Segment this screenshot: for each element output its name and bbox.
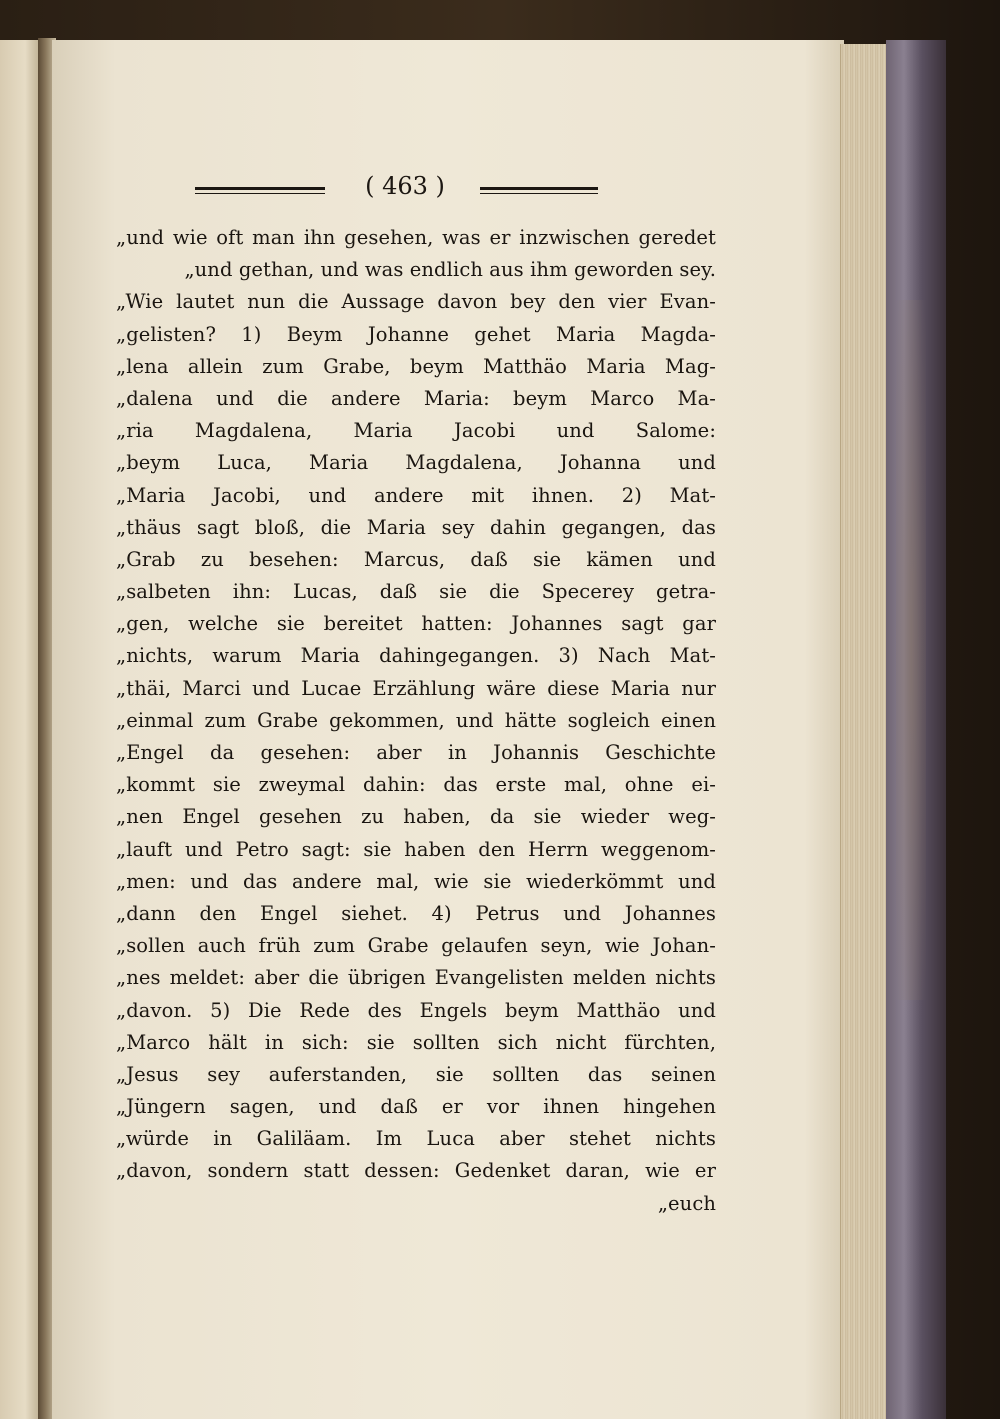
text-line: „lena allein zum Grabe, beym Matthäo Maria Mag- [116,354,716,378]
page-number: ( 463 ) [365,172,445,200]
text-line: „Grab zu besehen: Marcus, daß sie kämen und [116,547,716,571]
page-header [195,170,605,206]
text-line: „kommt sie zweymal dahin: das erste mal, ohne ei- [116,773,716,797]
text-line: „Jüngern sagen, und daß er vor ihnen hingehen [116,1095,716,1119]
text-line: „davon. 5) Die Rede des Engels beym Matthäo und [116,998,716,1022]
text-line: „nen Engel gesehen zu haben, da sie wieder weg- [116,805,716,829]
header-rule-right [480,187,598,190]
text-line: „men: und das andere mal, wie sie wiederkömmt und [116,869,716,893]
text-line: „Marco hält in sich: sie sollten sich nicht fürchten, [116,1030,716,1054]
text-line: „nichts, warum Maria dahingegangen. 3) Nach Mat- [116,644,716,668]
text-line: „gelisten? 1) Beym Johanne gehet Maria Magda- [116,322,716,346]
text-line: „einmal zum Grabe gekommen, und hätte sogleich einen [116,708,716,732]
page-edges [840,44,889,1419]
text-line: „Maria Jacobi, und andere mit ihnen. 2) Mat- [116,483,716,507]
catchword: „euch [657,1191,716,1215]
body-text [116,222,716,1220]
text-line: „lauft und Petro sagt: sie haben den Herrn weggenom- [116,837,716,861]
text-line: „ria Magdalena, Maria Jacobi und Salome: [116,419,716,443]
text-line: „würde in Galiläam. Im Luca aber stehet nichts [116,1127,716,1151]
text-line: „salbeten ihn: Lucas, daß sie die Specerey getra- [116,580,716,604]
cover-stain [896,300,926,1000]
text-line: „thäus sagt bloß, die Maria sey dahin gegangen, das [116,515,716,539]
text-line: „beym Luca, Maria Magdalena, Johanna und [116,451,716,475]
left-page-edge [0,40,42,1419]
text-line: „Engel da gesehen: aber in Johannis Geschichte [116,741,716,764]
text-line: „und wie oft man ihn gesehen, was er inzwischen geredet [116,226,716,249]
header-rule-left [195,187,325,190]
text-line: „und gethan, und was endlich aus ihm geworden sey. [184,258,716,282]
text-line: „Wie lautet nun die Aussage davon bey den vier Evan- [116,290,716,314]
text-line: „thäi, Marci und Lucae Erzählung wäre diese Maria nur [116,676,716,700]
text-line: „davon, sondern statt dessen: Gedenket daran, wie er [116,1159,716,1183]
text-line: „dann den Engel siehet. 4) Petrus und Johannes [116,901,716,925]
text-line: „nes meldet: aber die übrigen Evangelisten melden nichts [116,966,716,990]
text-line: „Jesus sey auferstanden, sie sollten das seinen [116,1062,716,1086]
text-line: „sollen auch früh zum Grabe gelaufen seyn, wie Johan- [116,934,716,958]
text-line: „gen, welche sie bereitet hatten: Johannes sagt gar [116,612,716,636]
text-line: „dalena und die andere Maria: beym Marco Ma- [116,386,716,410]
